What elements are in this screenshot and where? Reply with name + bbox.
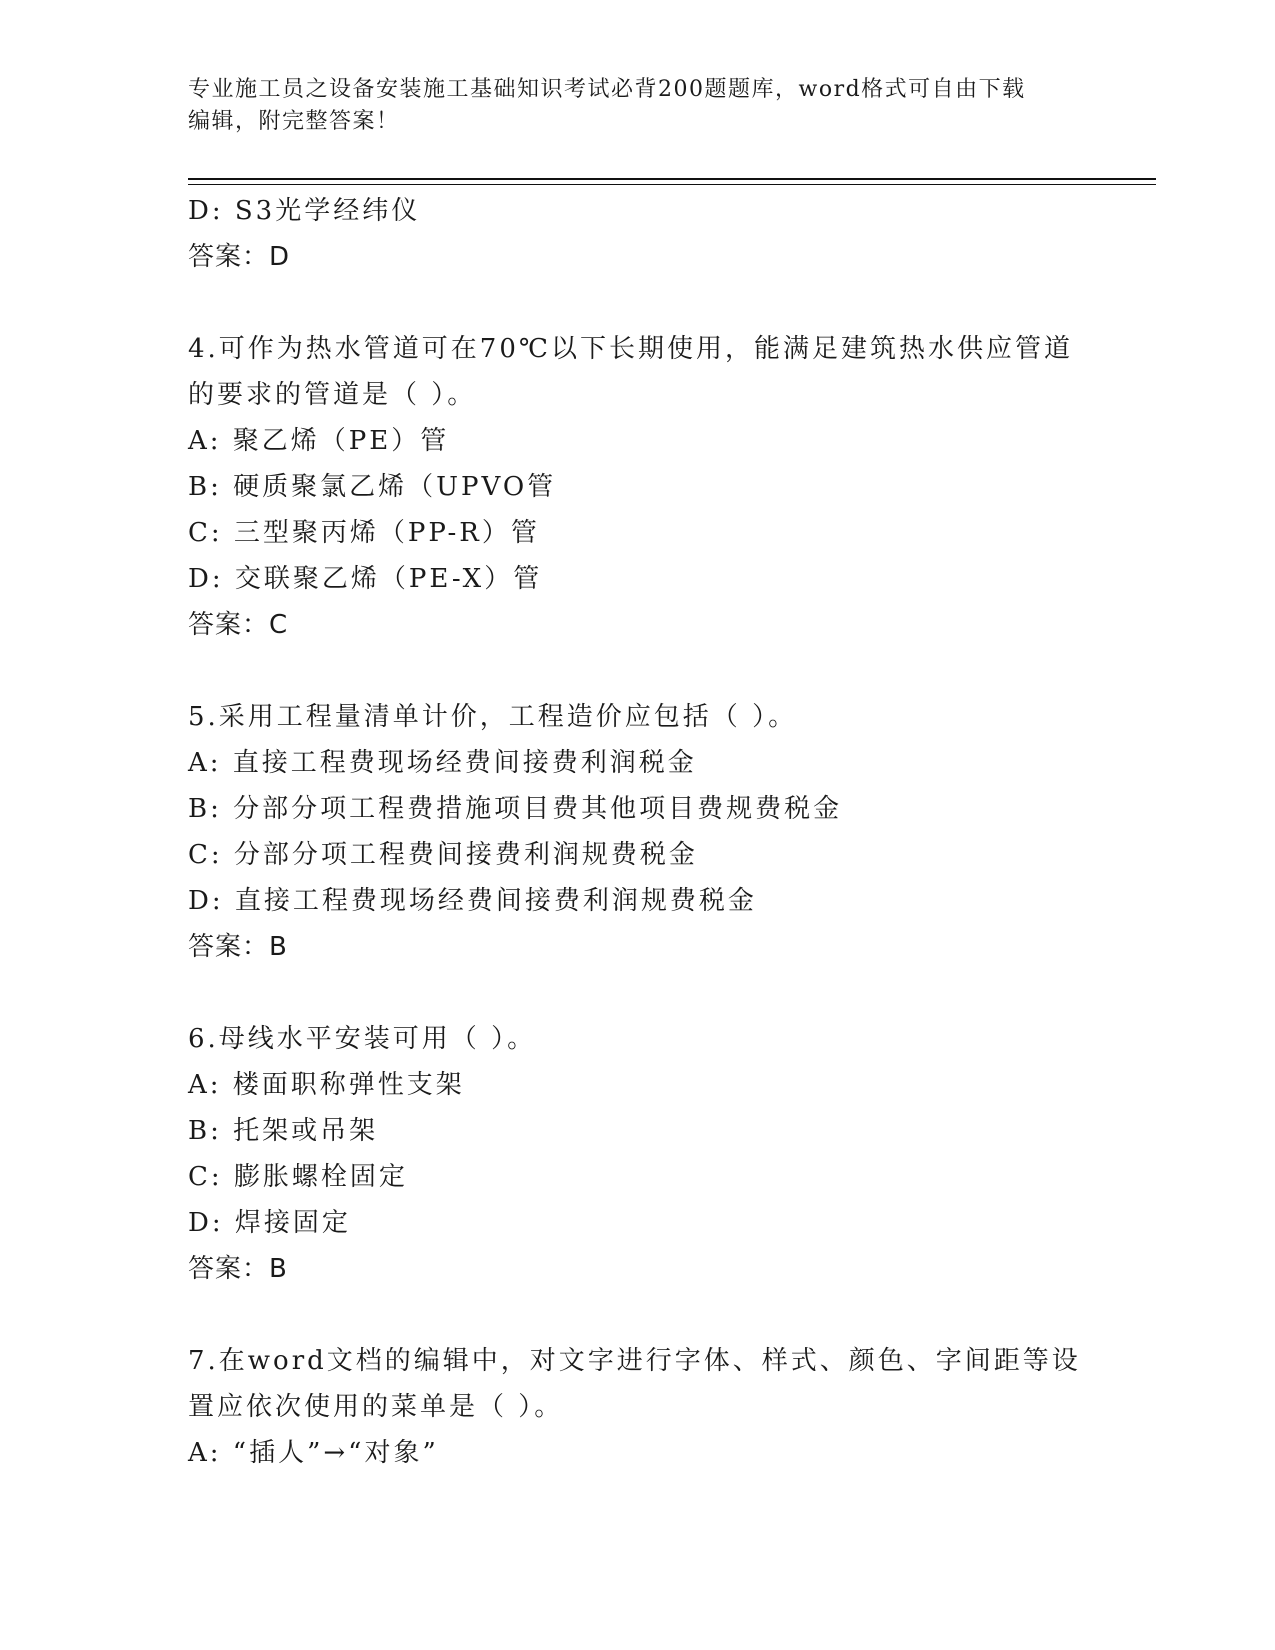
q6-option-c: C: 膨胀螺栓固定 xyxy=(188,1162,408,1192)
q5-stem-line-1: 5.采用工程量清单计价，工程造价应包括（ ）。 xyxy=(188,702,798,732)
q3-option-d: D: S3光学经纬仪 xyxy=(188,196,421,226)
header-divider-thick xyxy=(188,178,1156,180)
spacer xyxy=(188,280,1108,326)
spacer xyxy=(188,1292,1108,1338)
spacer xyxy=(188,970,1108,1016)
q4-stem-line-2: 的要求的管道是（ ）。 xyxy=(188,380,477,410)
q4-stem-line-1: 4.可作为热水管道可在70℃以下长期使用，能满足建筑热水供应管道 xyxy=(188,334,1073,364)
q6-option-d: D: 焊接固定 xyxy=(188,1208,351,1238)
q5-option-b: B: 分部分项工程费措施项目费其他项目费规费税金 xyxy=(188,794,843,824)
header-line-2: 编辑，附完整答案！ xyxy=(188,109,400,134)
q5-answer: 答案：B xyxy=(188,932,288,962)
q6-answer: 答案：B xyxy=(188,1254,288,1284)
document-header xyxy=(188,74,1088,138)
question-content xyxy=(188,188,1108,1476)
q6-option-a: A: 楼面职称弹性支架 xyxy=(188,1070,465,1100)
q6-option-b: B: 托架或吊架 xyxy=(188,1116,379,1146)
q4-option-d: D: 交联聚乙烯（PE-X）管 xyxy=(188,564,543,594)
q5-option-d: D: 直接工程费现场经费间接费利润规费税金 xyxy=(188,886,757,916)
q6-stem-line-1: 6.母线水平安装可用（ ）。 xyxy=(188,1024,537,1054)
q4-option-b: B: 硬质聚氯乙烯（UPVO管 xyxy=(188,472,557,502)
q4-answer: 答案：C xyxy=(188,610,289,640)
q5-option-a: A: 直接工程费现场经费间接费利润税金 xyxy=(188,748,697,778)
q5-option-c: C: 分部分项工程费间接费利润规费税金 xyxy=(188,840,698,870)
q7-stem-line-2: 置应依次使用的菜单是（ ）。 xyxy=(188,1392,564,1422)
q4-option-a: A: 聚乙烯（PE）管 xyxy=(188,426,450,456)
q3-answer: 答案：D xyxy=(188,242,291,272)
q7-stem-line-1: 7.在word文档的编辑中，对文字进行字体、样式、颜色、字间距等设 xyxy=(188,1346,1081,1376)
header-divider-thin xyxy=(188,184,1156,185)
q4-option-c: C: 三型聚丙烯（PP-R）管 xyxy=(188,518,540,548)
header-line-1: 专业施工员之设备安装施工基础知识考试必背200题题库，word格式可自由下载 xyxy=(188,77,1026,102)
spacer xyxy=(188,648,1108,694)
q7-option-a: A: “插人”→“对象” xyxy=(188,1438,439,1468)
